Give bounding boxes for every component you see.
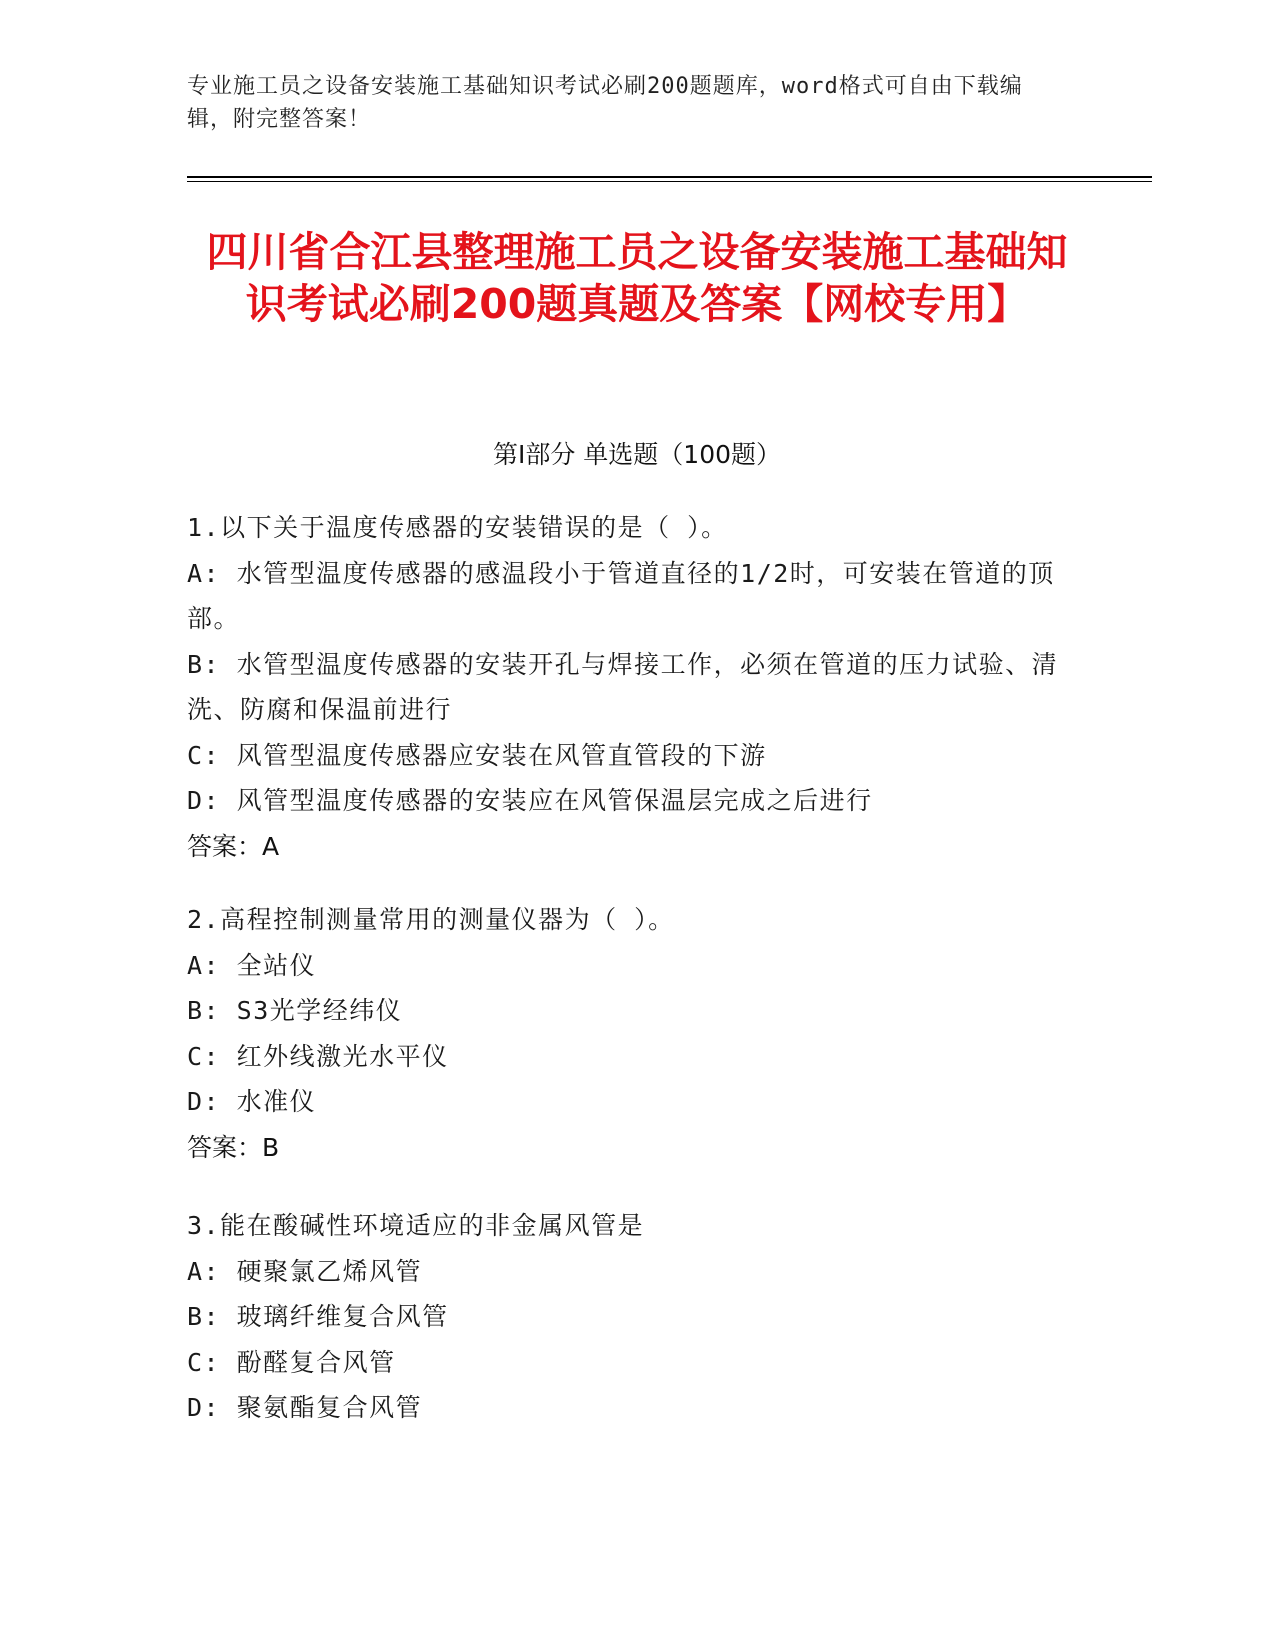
answer-line: 答案：B (187, 1132, 280, 1162)
header-divider-thin (187, 181, 1152, 182)
option-b: B: 玻璃纤维复合风管 (187, 1302, 449, 1331)
option-c: C: 风管型温度传感器应安装在风管直管段的下游 (187, 740, 767, 770)
option-d: D: 聚氨酯复合风管 (187, 1393, 423, 1422)
option-c: C: 酚醛复合风管 (187, 1347, 396, 1377)
option-c: C: 红外线激光水平仪 (187, 1041, 449, 1071)
option-b: B: 水管型温度传感器的安装开孔与焊接工作，必须在管道的压力试验、清洗、防腐和保温前进行 (187, 649, 1059, 724)
option-a: A: 水管型温度传感器的感温段小于管道直径的1/2时，可安装在管道的顶部。 (187, 558, 1055, 633)
option-d: D: 水准仪 (187, 1087, 317, 1116)
question-stem: 3.能在酸碱性环境适应的非金属风管是 (187, 1211, 645, 1240)
option-b: B: S3光学经纬仪 (187, 996, 403, 1025)
option-a: A: 全站仪 (187, 950, 317, 980)
answer-line: 答案：A (187, 831, 280, 861)
question-stem: 2.高程控制测量常用的测量仪器为（ ）。 (187, 905, 675, 934)
question-stem: 1.以下关于温度传感器的安装错误的是（ ）。 (187, 513, 728, 542)
question-3 (187, 1203, 1067, 1431)
question-2 (187, 897, 1067, 1170)
option-d: D: 风管型温度传感器的安装应在风管保温层完成之后进行 (187, 786, 873, 815)
option-a: A: 硬聚氯乙烯风管 (187, 1256, 423, 1286)
header-note: 专业施工员之设备安装施工基础知识考试必刷200题题库，word格式可自由下载编辑，附完整答案！ (187, 74, 1023, 132)
section-title: 第Ⅰ部分 单选题（100题） (492, 440, 782, 469)
question-1 (187, 505, 1067, 869)
header-divider-thick (187, 176, 1152, 178)
document-title: 四川省合江县整理施工员之设备安装施工基础知识考试必刷200题真题及答案【网校专用】 (206, 228, 1068, 328)
